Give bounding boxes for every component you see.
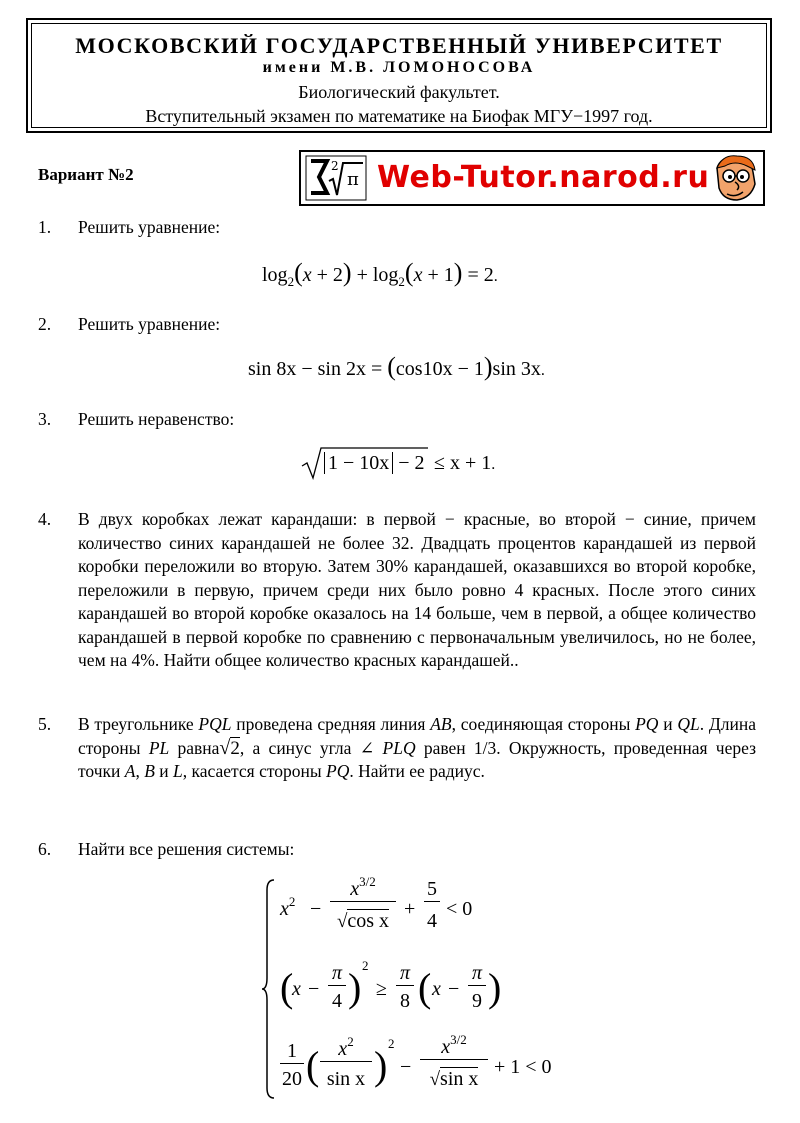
formula-2: sin 8x − sin 2x = (cos10x − 1)sin 3x. xyxy=(248,352,545,381)
problem-text: Решить уравнение: xyxy=(78,314,221,334)
problem-text: В двух коробках лежат карандаши: в первой − красные, во второй − синие, причем количество синих карандашей не более 32. Двадцать процентов карандашей из первой коробки переложили во вторую. Затем 30% карандашей, оказавшихся во второй коробке, переложили в первую, причем среди них было ровно 4 красных. После этого синих карандашей во второй коробке оказалось на 14 больше, чем в первой, а общее количество карандашей в первой коробке по сравнению с первоначальным увеличилось, но не более, чем на 4%. Найти общее количество красных карандашей.. xyxy=(78,509,756,670)
problem-number: 6. xyxy=(38,839,52,859)
system-line-2: ( x − π 4 ) 2 ≥ π 8 ( x − π 9 ) xyxy=(280,958,502,1012)
math-logo-icon xyxy=(305,155,367,201)
system-brace xyxy=(262,878,276,1100)
problem-number: 3. xyxy=(38,409,52,429)
web-tutor-banner[interactable] xyxy=(299,150,765,206)
problem-number: 2. xyxy=(38,314,52,334)
formula-1: $\log_2(x + 2) + \log_2(x + 1) = 2$. xyxy=(262,258,498,289)
problem-number: 4. xyxy=(38,509,52,529)
problem-number: 5. xyxy=(38,714,52,734)
variant-title: Вариант №2 xyxy=(38,165,134,184)
header-box xyxy=(26,18,772,133)
university-named: имени М.В. ЛОМОНОСОВА xyxy=(262,59,536,76)
problem-text: Найти все решения системы: xyxy=(78,839,295,859)
university-title: МОСКОВСКИЙ ГОСУДАРСТВЕННЫЙ УНИВЕРСИТЕТ xyxy=(75,33,723,58)
system-line-1: $x^2$ − $x^{3/2}$ √cos x + 5 4 < 0 xyxy=(280,874,473,932)
problem-text: Решить уравнение: xyxy=(78,217,221,237)
exam-line: Вступительный экзамен по математике на Биофак МГУ−1997 год. xyxy=(145,106,653,126)
header-inner-frame xyxy=(31,23,767,128)
svg-text:2: 2 xyxy=(331,159,339,173)
system-line-3: 1 20 ( $x^2$ sin x ) 2 − $x^{3/2}$ √sin x + 1 < 0 xyxy=(282,1032,552,1090)
banner-site-name[interactable]: Web-Tutor.narod.ru xyxy=(377,160,710,195)
svg-text:π: π xyxy=(347,169,359,190)
problem-text: В треугольнике PQL проведена средняя линия AB, соединяющая стороны PQ и QL. Длина стороны PL равна√2, а синус угла ∠ PLQ равен 1/3. Окружность, проведенная через точки A, B и L, касается стороны PQ. Найти ее радиус. xyxy=(78,714,757,781)
cartoon-face-icon xyxy=(711,154,759,204)
problem-number: 1. xyxy=(38,217,52,237)
problem-text: Решить неравенство: xyxy=(78,409,235,429)
faculty-line: Биологический факультет. xyxy=(298,82,500,102)
formula-system xyxy=(262,874,552,1100)
